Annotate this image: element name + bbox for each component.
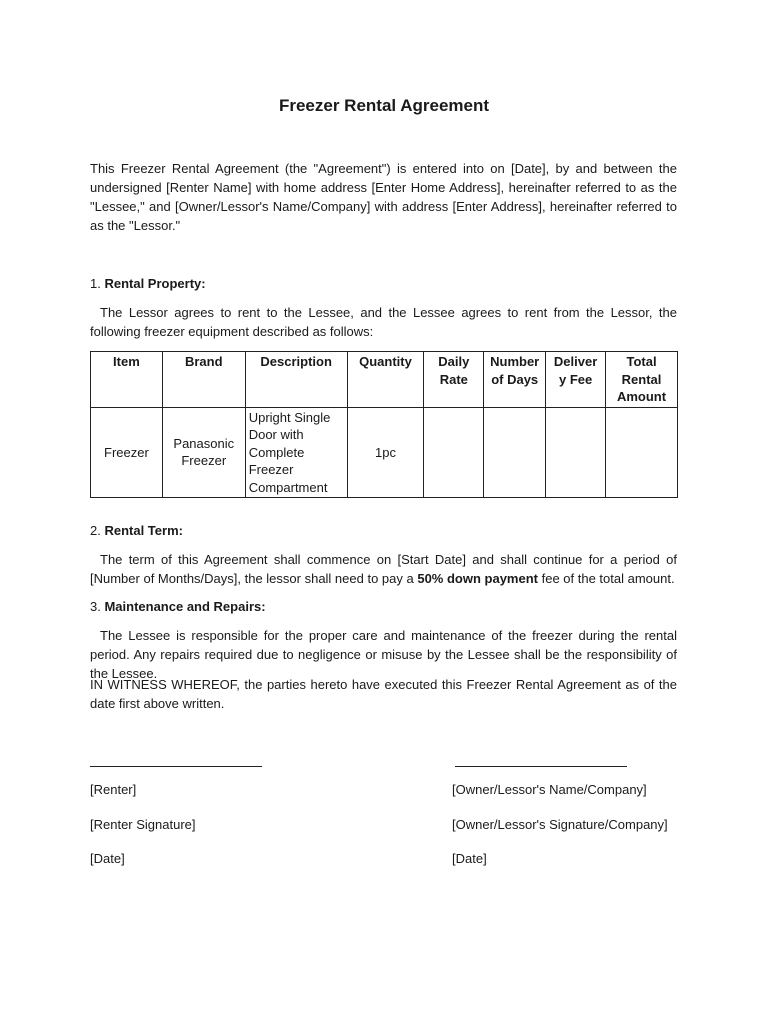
column-header-brand: Brand: [162, 352, 245, 408]
cell-delivery-fee: [546, 407, 606, 498]
cell-description: Upright Single Door with Complete Freezer Compartment: [245, 407, 347, 498]
column-header-item: Item: [91, 352, 163, 408]
column-header-quantity: Quantity: [347, 352, 424, 408]
renter-signature-line: [90, 766, 262, 767]
section-2-text-start: The term of this Agreement shall commence on [Start Date] and shall continue for a period of [Number of Months/Days], the lessor shall need to pay a: [90, 552, 677, 586]
section-1-title: Rental Property:: [104, 276, 206, 291]
section-2-heading: [90, 521, 183, 540]
section-3-heading: [90, 597, 266, 616]
down-payment-term: 50% down payment: [417, 571, 538, 586]
table-header-row: [91, 352, 678, 408]
lessor-date-label: [Date]: [452, 851, 487, 866]
cell-quantity: 1pc: [347, 407, 424, 498]
renter-date-label: [Date]: [90, 851, 125, 866]
cell-item: Freezer: [91, 407, 163, 498]
cell-total: [606, 407, 678, 498]
column-header-total-rental-amount: Total Rental Amount: [606, 352, 678, 408]
section-2-number: 2.: [90, 523, 101, 538]
column-header-description: Description: [245, 352, 347, 408]
section-1-number: 1.: [90, 276, 101, 291]
renter-signature-label: [Renter Signature]: [90, 817, 196, 832]
lessor-signature-label: [Owner/Lessor's Signature/Company]: [452, 817, 668, 832]
lessor-signature-line: [455, 766, 627, 767]
column-header-daily-rate: Daily Rate: [424, 352, 484, 408]
cell-number-of-days: [484, 407, 546, 498]
column-header-number-of-days: Number of Days: [484, 352, 546, 408]
document-title: Freezer Rental Agreement: [278, 96, 490, 115]
section-2-text: [90, 550, 677, 588]
rental-items-table: [90, 351, 678, 498]
section-3-number: 3.: [90, 599, 101, 614]
section-2-title: Rental Term:: [104, 523, 183, 538]
column-header-delivery-fee: Deliver y Fee: [546, 352, 606, 408]
table-row: [91, 407, 678, 498]
section-1-heading: [90, 274, 206, 293]
section-3-title: Maintenance and Repairs:: [104, 599, 266, 614]
renter-name-label: [Renter]: [90, 782, 137, 797]
cell-daily-rate: [424, 407, 484, 498]
cell-brand: Panasonic Freezer: [162, 407, 245, 498]
section-2-text-end: fee of the total amount.: [537, 571, 675, 586]
lessor-name-label: [Owner/Lessor's Name/Company]: [452, 782, 647, 797]
section-3-text: The Lessee is responsible for the proper care and maintenance of the freezer during the rental period. Any repairs required due to negligence or misuse by the Lessee shall be the responsibility of the Lessee.: [90, 628, 677, 681]
witness-paragraph: IN WITNESS WHEREOF, the parties hereto have executed this Freezer Rental Agreement as of the date first above written.: [90, 677, 677, 711]
section-1-text: The Lessor agrees to rent to the Lessee, and the Lessee agrees to rent from the Lessor, the following freezer equipment described as follows:: [90, 305, 677, 339]
intro-paragraph: This Freezer Rental Agreement (the "Agreement") is entered into on [Date], by and between the undersigned [Renter Name] with home address [Enter Home Address], hereinafter referred to as the "Lessee," and [Owner/Lessor's Name/Company] with address [Enter Address], hereinafter referred to as the "Lessor.": [90, 161, 677, 233]
